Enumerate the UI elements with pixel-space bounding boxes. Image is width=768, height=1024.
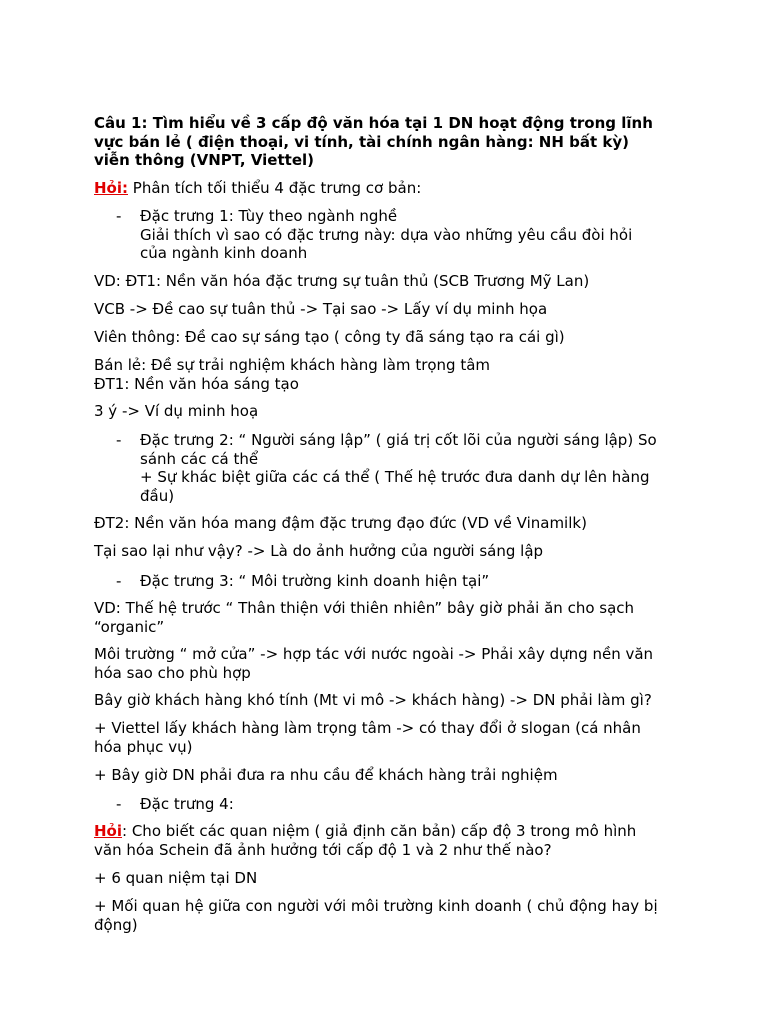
hoi-label: Hỏi: [94, 179, 128, 197]
paragraph: VD: ĐT1: Nền văn hóa đặc trưng sự tuân thủ (SCB Trương Mỹ Lan) [94, 272, 590, 290]
paragraph-line: hóa phục vụ) [94, 737, 193, 756]
paragraph: + Bây giờ DN phải đưa ra nhu cầu để khách hàng trải nghiệm [94, 766, 558, 784]
paragraph-line: động) [94, 915, 138, 934]
trait-4: Đặc trưng 4: [140, 795, 234, 813]
paragraph-line [94, 822, 684, 841]
bullet-dash: - [116, 572, 122, 590]
paragraph-line: ĐT1: Nền văn hóa sáng tạo [94, 374, 299, 393]
paragraph: 3 ý -> Ví dụ minh hoạ [94, 402, 259, 420]
trait-line: Đặc trưng 2: “ Người sáng lập” ( giá trị cốt lõi của người sáng lập) So [140, 431, 657, 449]
paragraph-line: Môi trường “ mở cửa” -> hợp tác với nước ngoài -> Phải xây dựng nền văn [94, 645, 654, 663]
hoi-label: Hỏi [94, 822, 123, 840]
paragraph-line: VD: Thế hệ trước “ Thân thiện với thiên nhiên” bây giờ phải ăn cho sạch [94, 599, 635, 617]
paragraph [94, 645, 684, 682]
bullet-dash: - [116, 795, 122, 813]
question-prompt-1 [94, 179, 684, 198]
trait-line: sánh các cá thể [140, 449, 259, 468]
paragraph-line: + Mối quan hệ giữa con người với môi trường kinh doanh ( chủ động hay bị [94, 897, 658, 915]
trait-line: của ngành kinh doanh [140, 244, 308, 262]
paragraph: Bây giờ khách hàng khó tính (Mt vi mô -> khách hàng) -> DN phải làm gì? [94, 691, 652, 709]
title-line: Câu 1: Tìm hiểu về 3 cấp độ văn hóa tại 1 DN hoạt động trong lĩnh [94, 114, 653, 132]
hoi-text: : Cho biết các quan niệm ( giả định căn bản) cấp độ 3 trong mô hình [122, 822, 637, 840]
paragraph: VCB -> Đề cao sự tuân thủ -> Tại sao -> Lấy ví dụ minh họa [94, 300, 548, 318]
hoi-text: Phân tích tối thiểu 4 đặc trưng cơ bản: [128, 179, 422, 197]
trait-line: Giải thích vì sao có đặc trưng này: dựa vào những yêu cầu đòi hỏi [140, 225, 633, 244]
paragraph [94, 719, 684, 756]
bullet-dash: - [116, 431, 122, 449]
question-prompt-2 [94, 822, 684, 859]
title-line: vực bán lẻ ( điện thoại, vi tính, tài chính ngân hàng: NH bất kỳ) [94, 132, 629, 151]
trait-line: Đặc trưng 1: Tùy theo ngành nghề [140, 207, 398, 225]
paragraph-line: + Viettel lấy khách hàng làm trọng tâm -> có thay đổi ở slogan (cá nhân [94, 719, 641, 737]
paragraph [94, 599, 684, 636]
question-title [94, 114, 684, 170]
bullet-dash: - [116, 207, 122, 225]
paragraph: Viên thông: Đề cao sự sáng tạo ( công ty đã sáng tạo ra cái gì) [94, 328, 565, 346]
trait-2 [140, 431, 700, 505]
paragraph: + 6 quan niệm tại DN [94, 869, 258, 887]
trait-line: đầu) [140, 486, 175, 505]
trait-1 [140, 207, 700, 263]
trait-line: + Sự khác biệt giữa các cá thể ( Thế hệ trước đưa danh dự lên hàng [140, 468, 650, 486]
trait-3: Đặc trưng 3: “ Môi trường kinh doanh hiện tại” [140, 572, 490, 590]
paragraph [94, 356, 684, 393]
paragraph: Tại sao lại như vậy? -> Là do ảnh hưởng của người sáng lập [94, 542, 544, 560]
paragraph-line: hóa sao cho phù hợp [94, 663, 251, 682]
paragraph-line: “organic” [94, 617, 165, 636]
paragraph-line: văn hóa Schein đã ảnh hưởng tới cấp độ 1 và 2 như thế nào? [94, 840, 552, 859]
paragraph: ĐT2: Nền văn hóa mang đậm đặc trưng đạo đức (VD về Vinamilk) [94, 514, 587, 532]
title-line: viễn thông (VNPT, Viettel) [94, 151, 314, 169]
paragraph-line: Bán lẻ: Đề sự trải nghiệm khách hàng làm trọng tâm [94, 356, 491, 374]
paragraph [94, 897, 684, 934]
